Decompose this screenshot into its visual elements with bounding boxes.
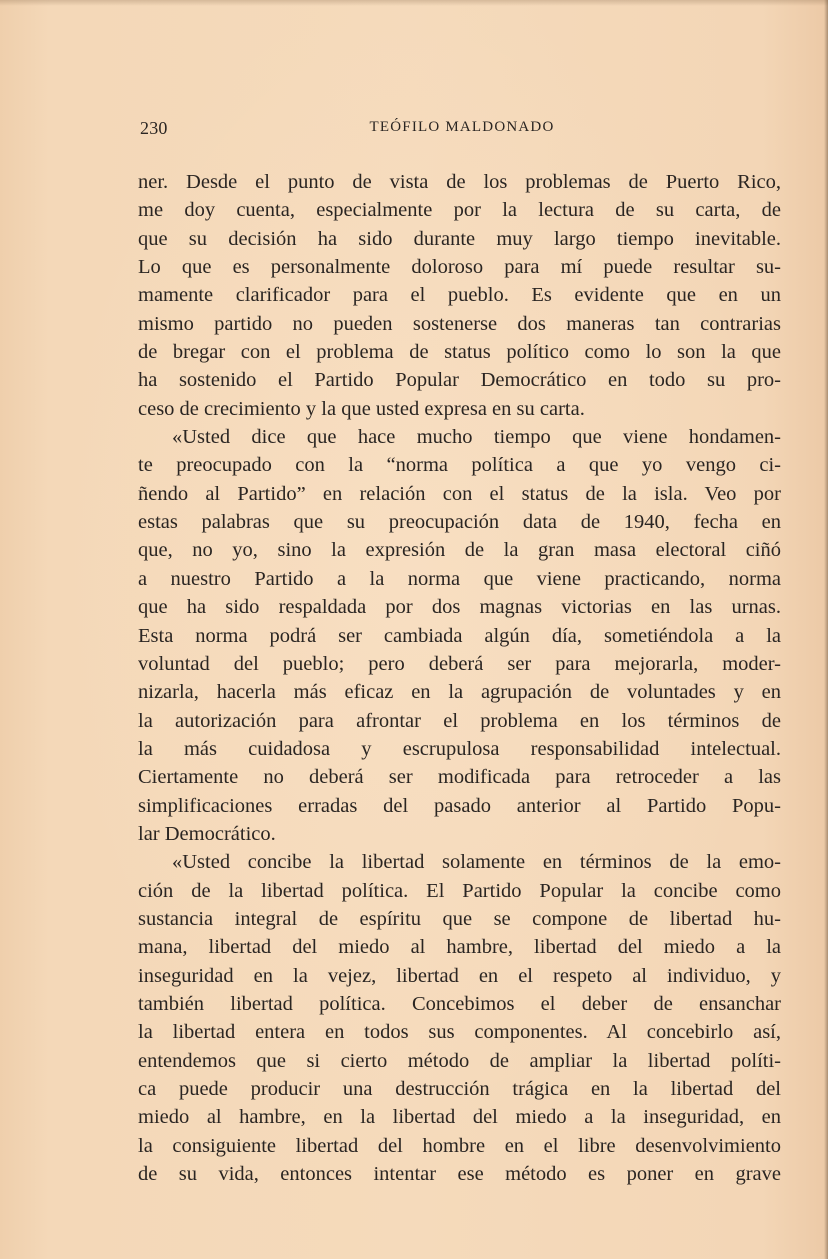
text-line: inseguridad en la vejez, libertad en el respeto al individuo, y — [138, 964, 781, 987]
text-line: que ha sido respaldada por dos magnas victorias en las urnas. — [138, 596, 781, 619]
text-line: de bregar con el problema de status político como lo son la que — [138, 341, 781, 364]
text-line: me doy cuenta, especialmente por la lectura de su carta, de — [138, 199, 781, 222]
text-line: la autorización para afrontar el problema en los términos de — [138, 709, 781, 732]
body-text — [138, 168, 781, 1188]
text-line: Esta norma podrá ser cambiada algún día, sometiéndola a la — [138, 624, 781, 647]
text-line: ner. Desde el punto de vista de los problemas de Puerto Rico, — [138, 171, 781, 193]
text-line: simplificaciones erradas del pasado anterior al Partido Popu- — [138, 794, 781, 817]
page-edge-shadow — [824, 0, 828, 1259]
text-line: la libertad entera en todos sus componentes. Al concebirlo así, — [138, 1021, 781, 1044]
text-line: «Usted dice que hace mucho tiempo que viene hondamen- — [172, 426, 781, 449]
text-line: Lo que es personalmente doloroso para mí puede resultar su- — [138, 256, 781, 279]
page-header — [140, 118, 784, 142]
page-number: 230 — [140, 118, 168, 138]
text-line: nizarla, hacerla más eficaz en la agrupación de voluntades y en — [138, 681, 781, 704]
text-line: te preocupado con la “norma política a que yo vengo ci- — [138, 454, 781, 477]
text-line: mamente clarificador para el pueblo. Es evidente que en un — [138, 284, 781, 307]
text-line: sustancia integral de espíritu que se compone de libertad hu- — [138, 907, 781, 930]
text-line: lar Democrático. — [138, 822, 276, 845]
text-line: entendemos que si cierto método de ampliar la libertad políti- — [138, 1049, 781, 1072]
text-line: estas palabras que su preocupación data de 1940, fecha en — [138, 511, 781, 534]
text-line: la más cuidadosa y escrupulosa responsabilidad intelectual. — [138, 737, 781, 760]
text-line: ha sostenido el Partido Popular Democrático en todo su pro- — [138, 369, 781, 392]
text-line: Ciertamente no deberá ser modificada para retroceder a las — [138, 766, 781, 789]
running-head: TEÓFILO MALDONADO — [369, 119, 555, 135]
text-line: «Usted concibe la libertad solamente en términos de la emo- — [172, 851, 781, 874]
text-line: también libertad política. Concebimos el deber de ensanchar — [138, 992, 781, 1015]
text-line: la consiguiente libertad del hombre en el libre desenvolvimiento — [138, 1134, 781, 1157]
text-line: de su vida, entonces intentar ese método es poner en grave — [138, 1163, 781, 1186]
text-line: mana, libertad del miedo al hambre, libertad del miedo a la — [138, 936, 781, 959]
text-line: que, no yo, sino la expresión de la gran masa electoral ciñó — [138, 539, 781, 562]
text-line: ceso de crecimiento y la que usted expresa en su carta. — [138, 397, 585, 420]
text-line: a nuestro Partido a la norma que viene practicando, norma — [138, 567, 781, 590]
text-line: voluntad del pueblo; pero deberá ser para mejorarla, moder- — [138, 652, 781, 675]
text-line: ción de la libertad política. El Partido Popular la concibe como — [138, 879, 781, 902]
text-line: mismo partido no pueden sostenerse dos maneras tan contrarias — [138, 312, 781, 335]
text-line: que su decisión ha sido durante muy largo tiempo inevitable. — [138, 227, 781, 250]
text-line: ca puede producir una destrucción trágica en la libertad del — [138, 1078, 781, 1100]
text-line: ñendo al Partido” en relación con el status de la isla. Veo por — [138, 482, 781, 505]
text-line: miedo al hambre, en la libertad del miedo a la inseguridad, en — [138, 1106, 781, 1129]
